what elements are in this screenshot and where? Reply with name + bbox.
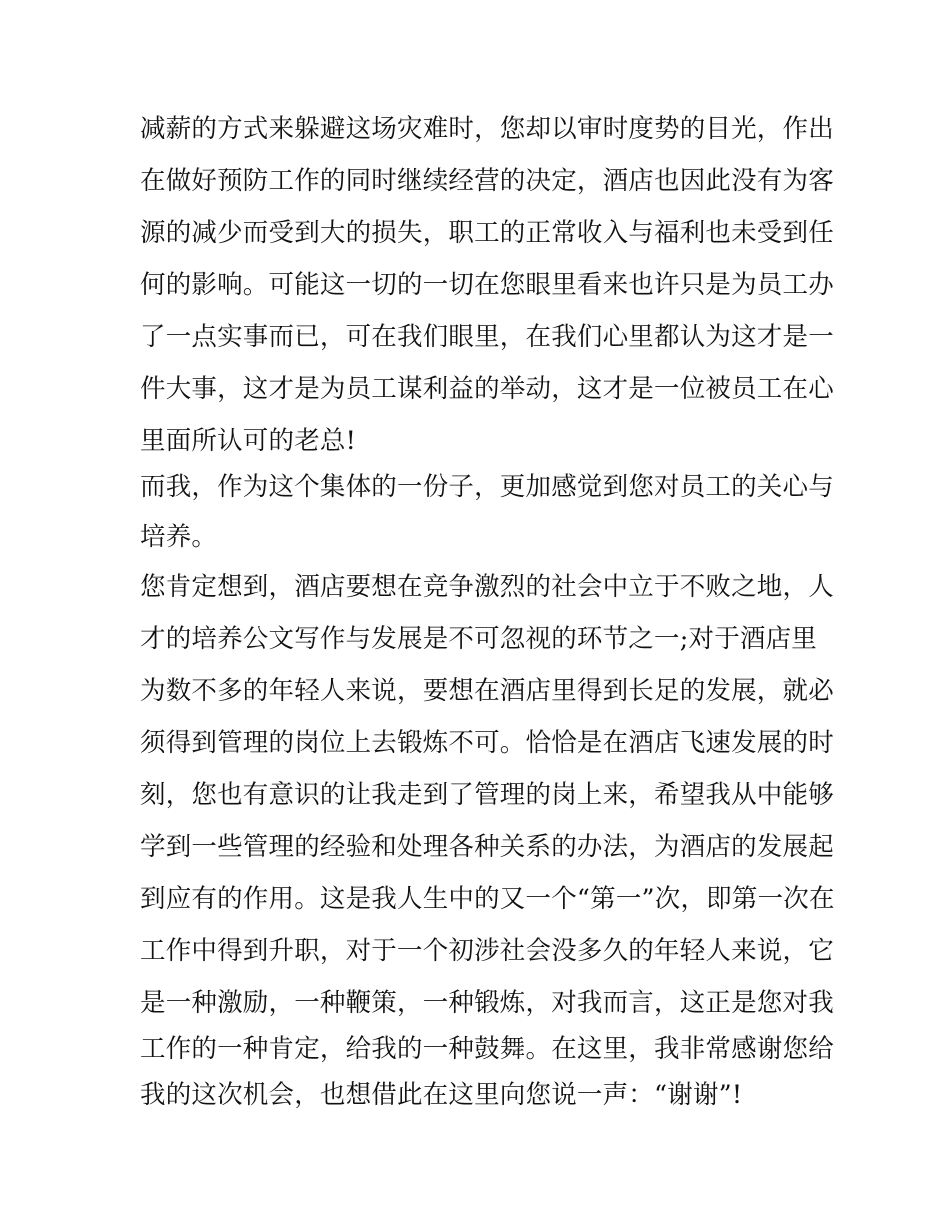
body-text-line: 了一点实事而已，可在我们眼里，在我们心里都认为这才是一 xyxy=(140,322,834,352)
body-text-line: 件大事，这才是为员工谋利益的举动，这才是一位被员工在心 xyxy=(140,374,834,404)
body-text-line: 培养。 xyxy=(140,522,218,552)
body-text-line: 为数不多的年轻人来说，要想在酒店里得到长足的发展，就必 xyxy=(140,676,834,706)
body-text-line: 源的减少而受到大的损失，职工的正常收入与福利也未受到任 xyxy=(140,218,834,248)
body-text-line: 工作的一种肯定，给我的一种鼓舞。在这里，我非常感谢您给 xyxy=(140,1034,834,1064)
body-text-line: 到应有的作用。这是我人生中的又一个“第一”次，即第一次在 xyxy=(140,884,835,914)
body-text-line: 里面所认可的老总! xyxy=(140,426,357,456)
body-text-line: 我的这次机会，也想借此在这里向您说一声：“谢谢”! xyxy=(140,1080,743,1110)
body-text-line: 而我，作为这个集体的一份子，更加感觉到您对员工的关心与 xyxy=(140,472,834,502)
body-text-line: 减薪的方式来躲避这场灾难时，您却以审时度势的目光，作出 xyxy=(140,114,834,144)
body-text-line: 工作中得到升职，对于一个初涉社会没多久的年轻人来说，它 xyxy=(140,936,834,966)
body-text-line: 是一种激励，一种鞭策，一种锻炼，对我而言，这正是您对我 xyxy=(140,988,834,1018)
body-text-line: 须得到管理的岗位上去锻炼不可。恰恰是在酒店飞速发展的时 xyxy=(140,728,834,758)
body-text-line: 学到一些管理的经验和处理各种关系的办法，为酒店的发展起 xyxy=(140,832,834,862)
body-text-line: 您肯定想到，酒店要想在竞争激烈的社会中立于不败之地，人 xyxy=(140,572,834,602)
body-text-line: 才的培养公文写作与发展是不可忽视的环节之一;对于酒店里 xyxy=(140,624,817,654)
body-text-line: 刻，您也有意识的让我走到了管理的岗上来，希望我从中能够 xyxy=(140,780,834,810)
body-text-line: 何的影响。可能这一切的一切在您眼里看来也许只是为员工办 xyxy=(140,270,834,300)
body-text-line: 在做好预防工作的同时继续经营的决定，酒店也因此没有为客 xyxy=(140,166,834,196)
